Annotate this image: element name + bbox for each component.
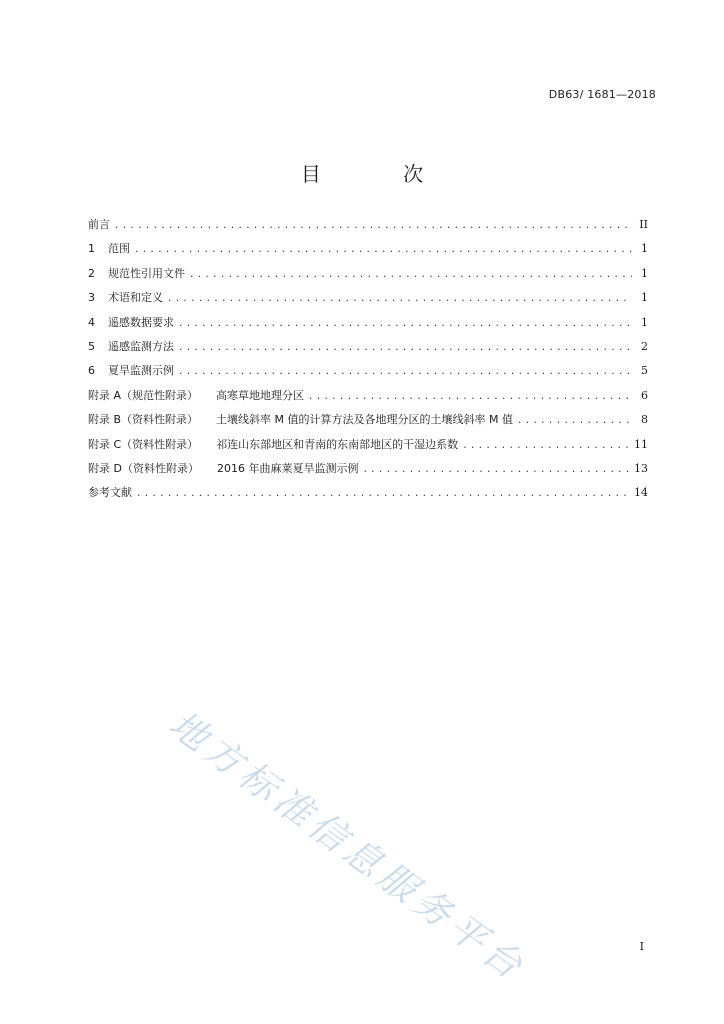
toc-leader-dots — [517, 416, 632, 426]
toc-entry-label — [88, 216, 110, 232]
toc-entry-annex-d[interactable] — [88, 460, 648, 484]
toc-annex-label: 附录 A（规范性附录） — [88, 388, 199, 402]
toc-leader-dots — [178, 319, 632, 329]
toc-entry-label — [88, 362, 174, 378]
toc-entry-terms[interactable] — [88, 289, 648, 313]
toc-entry-title: 高寒草地地理分区 — [216, 388, 305, 402]
toc-leader-dots — [114, 221, 632, 231]
toc-entry-title: 规范性引用文件 — [108, 266, 185, 280]
table-of-contents — [88, 216, 648, 509]
page-number: I — [639, 940, 644, 953]
toc-entry-title: 术语和定义 — [108, 291, 163, 305]
toc-leader-dots — [189, 270, 632, 280]
toc-entry-number: 2 — [88, 266, 95, 280]
toc-entry-normative-references[interactable] — [88, 265, 648, 289]
toc-leader-dots — [134, 245, 632, 255]
toc-entry-title: 2016 年曲麻莱夏旱监测示例 — [216, 461, 359, 475]
toc-leader-dots — [167, 294, 632, 304]
toc-annex-label: 附录 B（资料性附录） — [88, 413, 199, 427]
toc-entry-title: 遥感数据要求 — [108, 315, 174, 329]
toc-entry-label — [88, 460, 358, 476]
toc-entry-annex-a[interactable] — [88, 387, 648, 411]
toc-entry-page: 2 — [641, 339, 648, 353]
toc-entry-page: 1 — [641, 291, 648, 305]
toc-entry-page: 14 — [634, 486, 648, 500]
toc-entry-label — [88, 338, 174, 354]
toc-entry-page: 5 — [641, 364, 648, 378]
toc-leader-dots — [308, 392, 632, 402]
toc-entry-title: 夏旱监测示例 — [108, 364, 174, 378]
toc-entry-label — [88, 265, 185, 281]
toc-entry-annex-c[interactable] — [88, 436, 648, 460]
toc-leader-dots — [136, 489, 630, 499]
toc-entry-page: 1 — [641, 315, 648, 329]
toc-annex-label: 附录 D（资料性附录） — [88, 461, 199, 475]
toc-entry-scope[interactable] — [88, 240, 648, 264]
toc-entry-monitoring-method[interactable] — [88, 338, 648, 362]
toc-leader-dots — [178, 367, 632, 377]
toc-entry-annex-b[interactable] — [88, 411, 648, 435]
toc-entry-page: II — [639, 218, 648, 231]
toc-entry-label — [88, 240, 130, 256]
toc-entry-title: 参考文献 — [88, 486, 132, 500]
toc-entry-label — [88, 436, 458, 452]
toc-entry-bibliography[interactable] — [88, 484, 648, 508]
toc-entry-label — [88, 484, 132, 500]
toc-entry-foreword[interactable] — [88, 216, 648, 240]
toc-entry-number: 3 — [88, 291, 95, 305]
toc-entry-title: 遥感监测方法 — [108, 339, 174, 353]
toc-leader-dots — [178, 343, 632, 353]
toc-entry-title: 土壤线斜率 M 值的计算方法及各地理分区的土壤线斜率 M 值 — [216, 413, 514, 427]
toc-entry-label — [88, 387, 304, 403]
toc-entry-title: 范围 — [108, 242, 130, 256]
toc-entry-page: 13 — [634, 461, 648, 475]
toc-title: 目 次 — [300, 162, 462, 186]
toc-leader-dots — [362, 465, 630, 475]
document-code: DB63/ 1681—2018 — [548, 88, 656, 101]
toc-entry-page: 1 — [641, 242, 648, 256]
toc-annex-label: 附录 C（资料性附录） — [88, 437, 199, 451]
toc-entry-page: 8 — [641, 413, 648, 427]
watermark: 地方标准信息服务平台 — [161, 702, 535, 990]
toc-entry-number: 5 — [88, 339, 95, 353]
toc-entry-page: 6 — [641, 388, 648, 402]
toc-entry-label — [88, 411, 513, 427]
toc-entry-number: 4 — [88, 315, 95, 329]
toc-entry-number: 6 — [88, 364, 95, 378]
toc-entry-monitoring-example[interactable] — [88, 362, 648, 386]
toc-entry-title: 祁连山东部地区和青南的东南部地区的干湿边系数 — [216, 437, 459, 451]
toc-leader-dots — [462, 441, 630, 451]
toc-entry-page: 1 — [641, 266, 648, 280]
toc-entry-title: 前言 — [88, 218, 110, 231]
toc-entry-page: 11 — [634, 437, 648, 451]
toc-entry-data-requirements[interactable] — [88, 314, 648, 338]
toc-entry-label — [88, 314, 174, 330]
toc-entry-label — [88, 289, 163, 305]
toc-entry-number: 1 — [88, 242, 95, 256]
